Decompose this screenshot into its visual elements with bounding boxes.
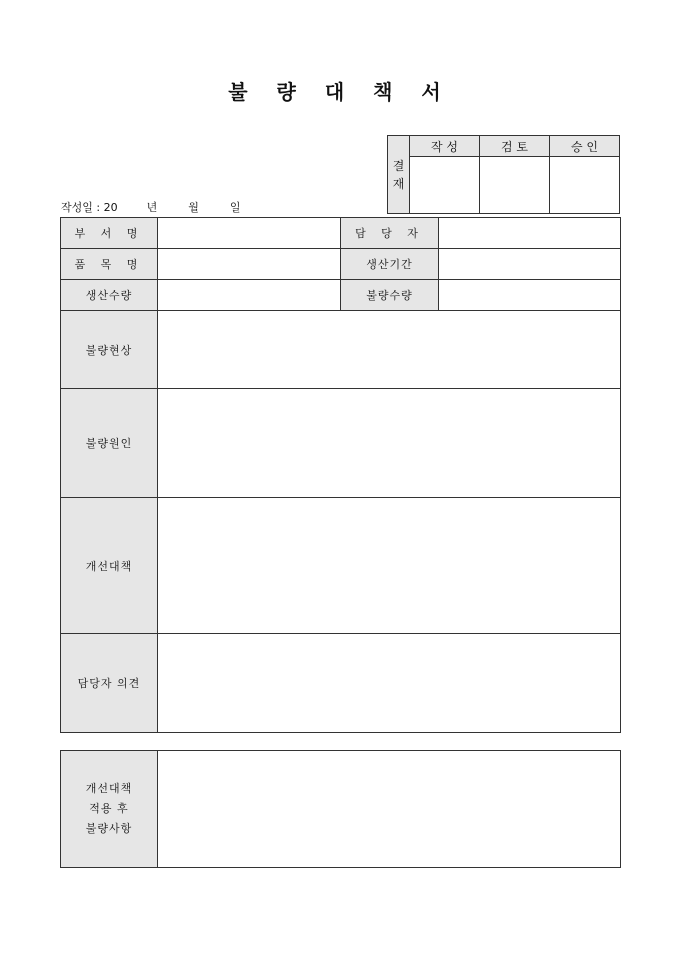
date-month: 월 — [188, 201, 199, 214]
info-row — [61, 249, 621, 280]
section-row — [61, 389, 621, 498]
field-production-qty[interactable] — [158, 280, 341, 311]
after-table — [60, 750, 621, 868]
label-department: 부 서 명 — [61, 218, 158, 249]
label-production-qty: 생산수량 — [61, 280, 158, 311]
info-row — [61, 218, 621, 249]
label-manager: 담 당 자 — [341, 218, 439, 249]
section-row — [61, 498, 621, 634]
field-manager-opinion[interactable] — [158, 634, 621, 733]
label-improvement-plan: 개선대책 — [61, 498, 158, 634]
approval-box — [387, 135, 620, 214]
field-defect-phenomenon[interactable] — [158, 311, 621, 389]
field-production-period[interactable] — [439, 249, 621, 280]
field-improvement-plan[interactable] — [158, 498, 621, 634]
field-defect-cause[interactable] — [158, 389, 621, 498]
page-title: 불 량 대 책 서 — [228, 80, 452, 104]
approval-side-label — [388, 136, 410, 214]
info-row — [61, 280, 621, 311]
approval-sign-review[interactable] — [480, 157, 550, 214]
field-department[interactable] — [158, 218, 341, 249]
date-year: 년 — [146, 201, 158, 214]
field-defect-qty[interactable] — [439, 280, 621, 311]
section-row — [61, 311, 621, 389]
label-defect-cause: 불량원인 — [61, 389, 158, 498]
approval-col-draft: 작 성 — [410, 136, 480, 157]
field-manager[interactable] — [439, 218, 621, 249]
after-improvement-text: 개선대책 적용 후 불량사항 — [85, 782, 133, 835]
section-row — [61, 634, 621, 733]
label-defect-phenomenon: 불량현상 — [61, 311, 158, 389]
approval-sign-draft[interactable] — [410, 157, 480, 214]
date-prefix: 작성일 : 20 — [61, 201, 118, 214]
approval-side-text: 결 재 — [392, 158, 405, 191]
field-after-improvement[interactable] — [158, 751, 621, 868]
field-item-name[interactable] — [158, 249, 341, 280]
approval-col-approve: 승 인 — [550, 136, 620, 157]
report-table — [60, 217, 621, 733]
date-day: 일 — [229, 201, 241, 214]
label-item-name: 품 목 명 — [61, 249, 158, 280]
date-line — [61, 199, 241, 215]
label-manager-opinion: 담당자 의견 — [61, 634, 158, 733]
approval-sign-approve[interactable] — [550, 157, 620, 214]
label-after-improvement — [61, 751, 158, 868]
section-row — [61, 751, 621, 868]
approval-col-review: 검 토 — [480, 136, 550, 157]
label-production-period: 생산기간 — [341, 249, 439, 280]
label-defect-qty: 불량수량 — [341, 280, 439, 311]
